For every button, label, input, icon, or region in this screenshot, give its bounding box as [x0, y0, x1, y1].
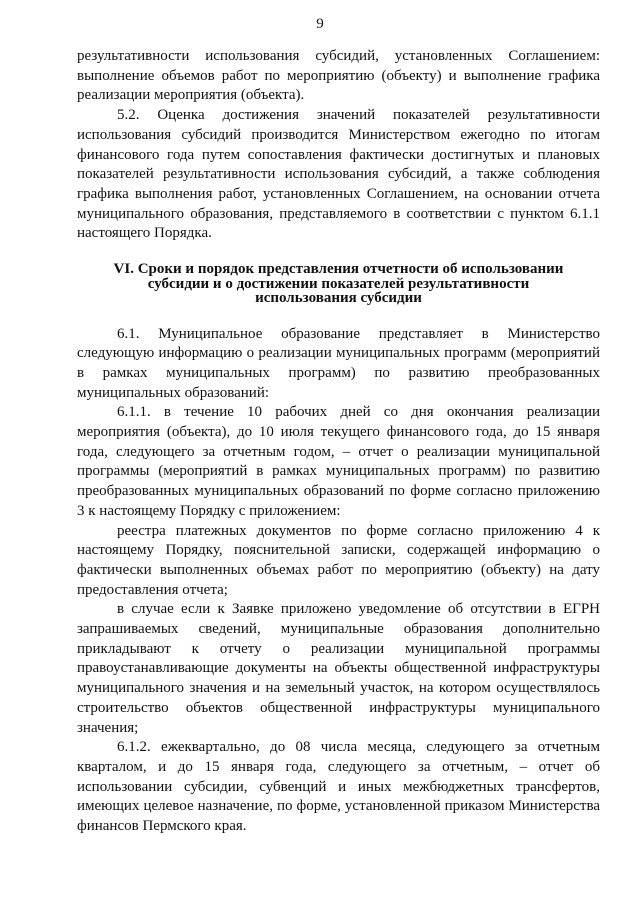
- page-number: 9: [316, 16, 324, 32]
- section-heading-line-2: субсидии и о достижении показателей результативности: [147, 275, 530, 292]
- paragraph-6-1-2: 6.1.2. ежеквартально, до 08 числа месяца, следующего за отчетным кварталом, и до 15 января года, следующего за отчетным, – отчет об использовании субсидии, субвенций и иных межбюджетных трансфертов, имеющих целевое назначение, по форме, установленной приказом Министерства финансов Пермского края.: [77, 739, 600, 835]
- paragraph-5-2: 5.2. Оценка достижения значений показателей результативности использования субсидий производится Министерством ежегодно по итогам финансового года путем сопоставления фактически достигнутых и плановых показателей результативности использования субсидий, а также соблюдения графика выполнения работ, установленных Соглашением, на основании отчета муниципального образования, представляемого в соответствии с пунктом 6.1.1 настоящего Порядка.: [77, 107, 600, 242]
- section-heading: [77, 262, 600, 306]
- paragraph-egrn: в случае если к Заявке приложено уведомление об отсутствии в ЕГРН запрашиваемых сведений, муниципальные образования дополнительно прикладывают к отчету о реализации муниципальной программы правоустанавливающие документы на объекты общественной инфраструктуры муниципального значения и на земельный участок, на котором осуществлялось строительство объектов общественной инфраструктуры муниципального значения;: [77, 601, 600, 736]
- section-heading-line-3: использования субсидии: [255, 290, 422, 307]
- paragraph-6-1-1: 6.1.1. в течение 10 рабочих дней со дня окончания реализации мероприятия (объекта), до 10 июля текущего финансового года, до 15 января года, следующего за отчетным годом, – отчет о реализации муниципальной программы (мероприятий в рамках муниципальных программ) по развитию преобразованных муниципальных образований по форме согласно приложению 3 к настоящему Порядку с приложением:: [77, 404, 600, 519]
- section-heading-line-1: VI. Сроки и порядок представления отчетности об использовании: [113, 261, 564, 278]
- paragraph-6-1: 6.1. Муниципальное образование представляет в Министерство следующую информацию о реализации муниципальных программ (мероприятий в рамках муниципальных программ) по развитию преобразованных муниципальных образований:: [77, 325, 600, 401]
- paragraph-registry: реестра платежных документов по форме согласно приложению 4 к настоящему Порядку, пояснительной записки, содержащей информацию о фактически выполненных объемах работ по мероприятию (объекту) на дату предоставления отчета;: [77, 522, 600, 598]
- document-body: [77, 47, 600, 837]
- paragraph-continuation: результативности использования субсидий, установленных Соглашением: выполнение объемов работ по мероприятию (объекту) и выполнение графика реализации мероприятия (объекта).: [77, 48, 600, 104]
